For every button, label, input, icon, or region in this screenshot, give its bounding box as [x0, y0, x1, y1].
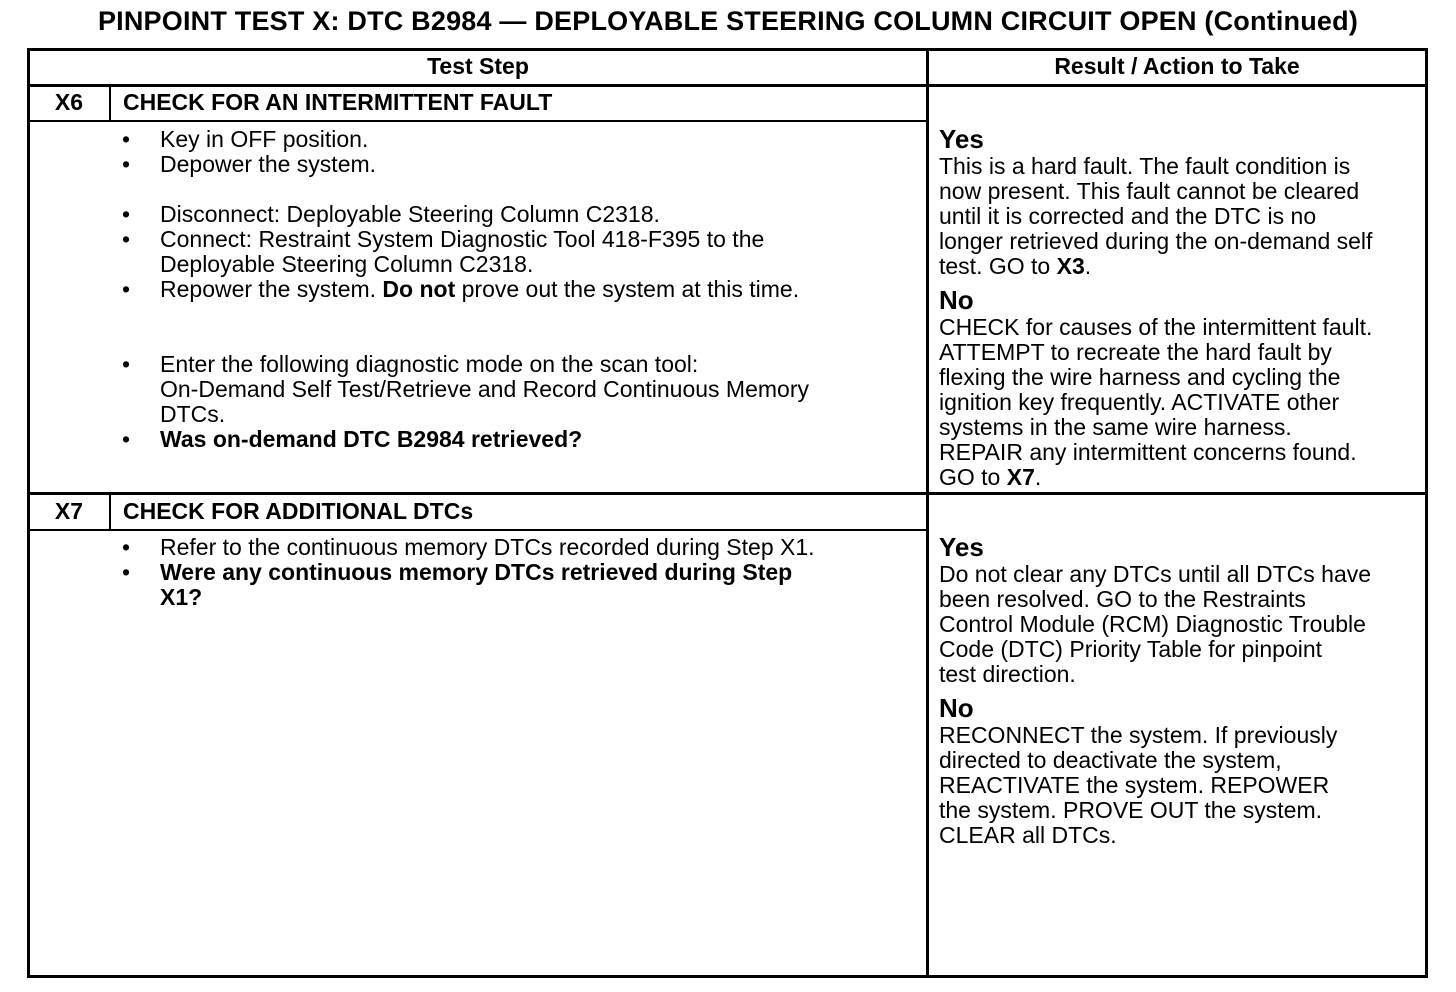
step-title-divider-x7 [27, 529, 927, 531]
step-title-x6: CHECK FOR AN INTERMITTENT FAULT [123, 89, 553, 115]
result-x6: Yes This is a hard fault. The fault condition is now present. This fault cannot be cleared until it is corrected and the DTC is no longer retrieved during the on-demand self test. GO to X3. No CHECK for causes of the intermittent fault. ATTEMPT to recreate the hard fault by flexing the wire harness and cycling the ignition key frequently. ACTIVATE other systems in the same wire harness. REPAIR any intermittent concerns found. GO to X7. [939, 124, 1425, 490]
header-divider [27, 84, 1428, 87]
list-item: • Connect: Restraint System Diagnostic Tool 418-F395 to the Deployable Steering Column C2318. [122, 226, 765, 277]
yes-label: Yes [939, 124, 984, 154]
list-item: • Depower the system. [122, 151, 377, 177]
list-item: • Repower the system. Do not prove out the system at this time. [122, 276, 800, 302]
result-header: Result / Action to Take [1054, 53, 1300, 79]
list-item: • Was on-demand DTC B2984 retrieved? [122, 426, 583, 452]
page-title: PINPOINT TEST X: DTC B2984 — DEPLOYABLE STEERING COLUMN CIRCUIT OPEN (Continued) [97, 6, 1359, 36]
row-divider [27, 492, 1428, 495]
result-x7: Yes Do not clear any DTCs until all DTCs have been resolved. GO to the Restraints Control Module (RCM) Diagnostic Trouble Code (DTC) Priority Table for pinpoint test direction. No RECONNECT the system. If previously directed to deactivate the system, REACTIVATE the system. REPOWER the system. PROVE OUT the system. CLEAR all DTCs. [939, 532, 1425, 848]
no-label: No [939, 285, 974, 315]
list-item: • Disconnect: Deployable Steering Column C2318. [122, 201, 660, 227]
no-label: No [939, 693, 974, 723]
step-number-x6: X6 [54, 89, 84, 115]
step-title-x7: CHECK FOR ADDITIONAL DTCs [123, 498, 474, 524]
goto-link: X3 [1056, 253, 1085, 279]
step-bullets-x6 [122, 127, 922, 452]
test-step-header: Test Step [427, 53, 529, 79]
list-item: • Were any continuous memory DTCs retrieved during Step X1? [122, 559, 793, 610]
column-divider [926, 48, 929, 978]
yes-label: Yes [939, 532, 984, 562]
list-item: • Enter the following diagnostic mode on the scan tool: On-Demand Self Test/Retrieve and Record Continuous Memory DTCs. [122, 351, 809, 427]
step-bullets-x7 [122, 535, 922, 610]
list-item: • Refer to the continuous memory DTCs recorded during Step X1. [122, 534, 815, 560]
goto-link: X7 [1006, 464, 1035, 490]
list-item: • Key in OFF position. [122, 126, 369, 152]
step-title-divider-x6 [27, 120, 927, 122]
step-number-x7: X7 [54, 498, 84, 524]
